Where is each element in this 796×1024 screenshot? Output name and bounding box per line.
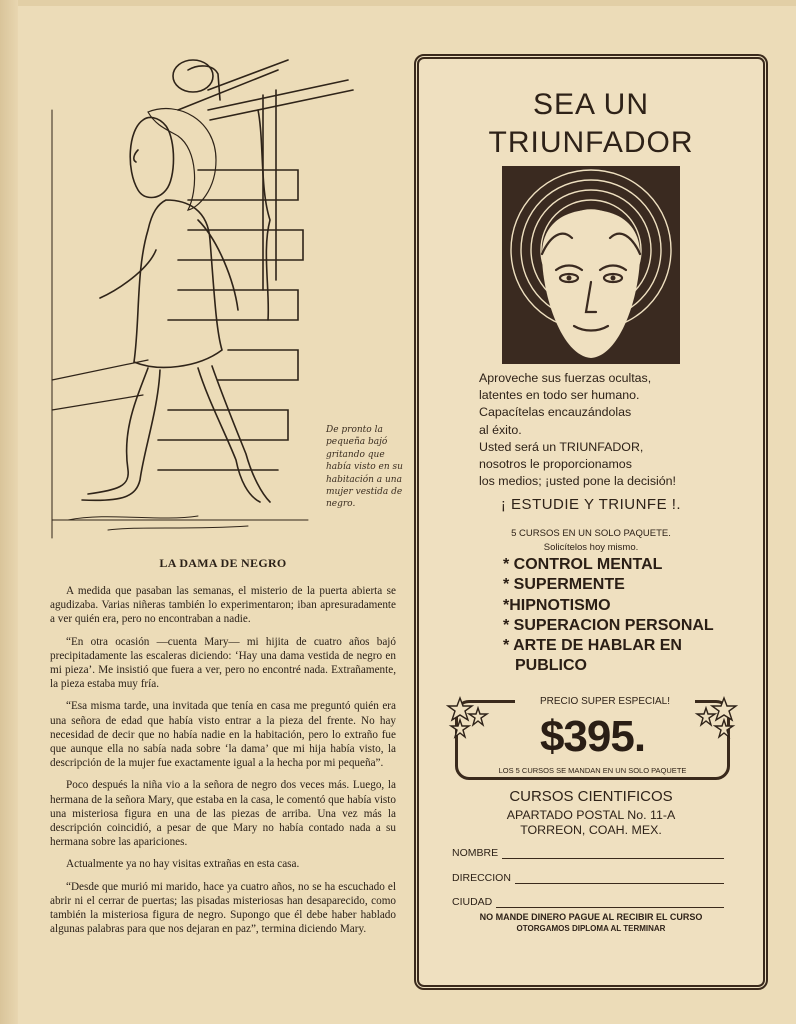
form-row-direccion[interactable] [452, 872, 724, 884]
course-item: * CONTROL MENTAL [503, 556, 663, 573]
address-line: TORREON, COAH. MEX. [520, 823, 662, 837]
ad-intro-line: los medios; ¡usted pone la decisión! [479, 474, 676, 489]
ad-package-text: 5 CURSOS EN UN SOLO PAQUETE. [511, 528, 671, 539]
article-title: LA DAMA DE NEGRO [159, 556, 287, 570]
article-body [50, 584, 396, 944]
ad-headline-line-2: TRIUNFADOR [488, 126, 694, 159]
article-paragraph: “Esa misma tarde, una invitada que tenía en casa me preguntó quién era una señora de edad que había visto entrar a la pieza del frente. No hay necesidad de decir que no había nadie en la habitación, pero lo extraño fue que aunque ella no sabía nada sobre ‘la dama’ que mi hija había visto, la descripción de la mujer fue exactamente igual a la hecha por mi pequeña”. [50, 700, 396, 770]
form-field-nombre[interactable] [502, 847, 724, 859]
illustration-caption: De pronto la pequeña bajó gritando que había visto en su habitación a una mujer vestida de negro. [326, 425, 403, 510]
form-label-direccion: DIRECCION [452, 872, 511, 884]
form-label-ciudad: CIUDAD [452, 896, 493, 908]
course-item: * SUPERACION PERSONAL [503, 616, 714, 634]
ad-headline-line-1: SEA UN [532, 88, 650, 121]
form-row-nombre[interactable] [452, 847, 724, 859]
ad-intro-line: latentes en todo ser humano. [479, 388, 640, 403]
price-note: LOS 5 CURSOS SE MANDAN EN UN SOLO PAQUETE [498, 766, 687, 775]
ad-intro-text [479, 370, 739, 490]
company-name: CURSOS CIENTIFICOS [509, 788, 673, 805]
ad-footer-payment: NO MANDE DINERO PAGUE AL RECIBIR EL CURSO [479, 912, 703, 922]
ad-request-text: Solicítelos hoy mismo. [543, 542, 639, 553]
article-paragraph: Actualmente ya no hay visitas extrañas en esta casa. [66, 858, 300, 871]
price-value: $395. [539, 712, 646, 761]
form-row-ciudad[interactable] [452, 896, 724, 908]
page-binding-edge [0, 0, 18, 1024]
course-item: * ARTE DE HABLAR EN PUBLICO [503, 637, 682, 675]
star-cluster-left-icon [446, 696, 492, 742]
price-label: PRECIO SUPER ESPECIAL! [515, 696, 695, 707]
star-cluster-right-icon [692, 696, 738, 742]
course-item: * SUPERMENTE [503, 576, 625, 594]
course-list [503, 555, 733, 677]
article-paragraph: Poco después la niña vio a la señora de negro dos veces más. Luego, la hermana de la señora Mary, que estaba en la casa, le comentó que había visto una misteriosa figura en una de las piezas de arriba. Una vez más la descripción coincidió, a pesar de que Mary no había contado nada a su hermana sobre las apariciones. [50, 779, 396, 849]
ad-intro-line: Usted será un TRIUNFADOR, [479, 439, 644, 454]
address-line: APARTADO POSTAL No. 11-A [506, 808, 676, 822]
ad-slogan: ¡ ESTUDIE Y TRIUNFE !. [500, 496, 682, 513]
hypnotic-portrait-image [502, 166, 680, 364]
form-field-direccion[interactable] [515, 872, 724, 884]
ad-intro-line: Aproveche sus fuerzas ocultas, [479, 371, 652, 385]
form-field-ciudad[interactable] [496, 896, 724, 908]
article-paragraph: “Desde que murió mi marido, hace ya cuatro años, no se ha escuchado el abrir ni el cerrar de puertas; las pisadas misteriosas han desaparecido, como también la misteriosa figura de negro. Supongo que él debe haber hablado algunas palabras para que nos dejaran en paz”, termina diciendo Mary. [50, 880, 396, 936]
ad-intro-line: nosotros le proporcionamos [479, 457, 632, 472]
article-paragraph: A medida que pasaban las semanas, el misterio de la puerta abierta se agudizaba. Varias niñeras también lo experimentaron; iban apresuradamente a ver quién era, pero no encontraban a nadie. [50, 585, 396, 626]
company-address [424, 808, 758, 838]
ad-intro-line: Capacítelas encauzándolas [479, 405, 632, 420]
article-paragraph: “En otra ocasión —cuenta Mary— mi hijita de cuatro años bajó precipitadamente las escaleras diciendo: ‘Hay una dama vestida de negro en mi pieza’. Me insistió que fuera a ver, pero no encontré nada. Extrañamente, la pieza estaba muy fría. [50, 635, 396, 691]
course-item: *HIPNOTISMO [503, 596, 611, 614]
ad-intro-line: al éxito. [479, 422, 522, 437]
page-top-edge [0, 0, 796, 6]
form-label-nombre: NOMBRE [452, 847, 499, 859]
ad-footer-diploma: OTORGAMOS DIPLOMA AL TERMINAR [516, 924, 666, 933]
